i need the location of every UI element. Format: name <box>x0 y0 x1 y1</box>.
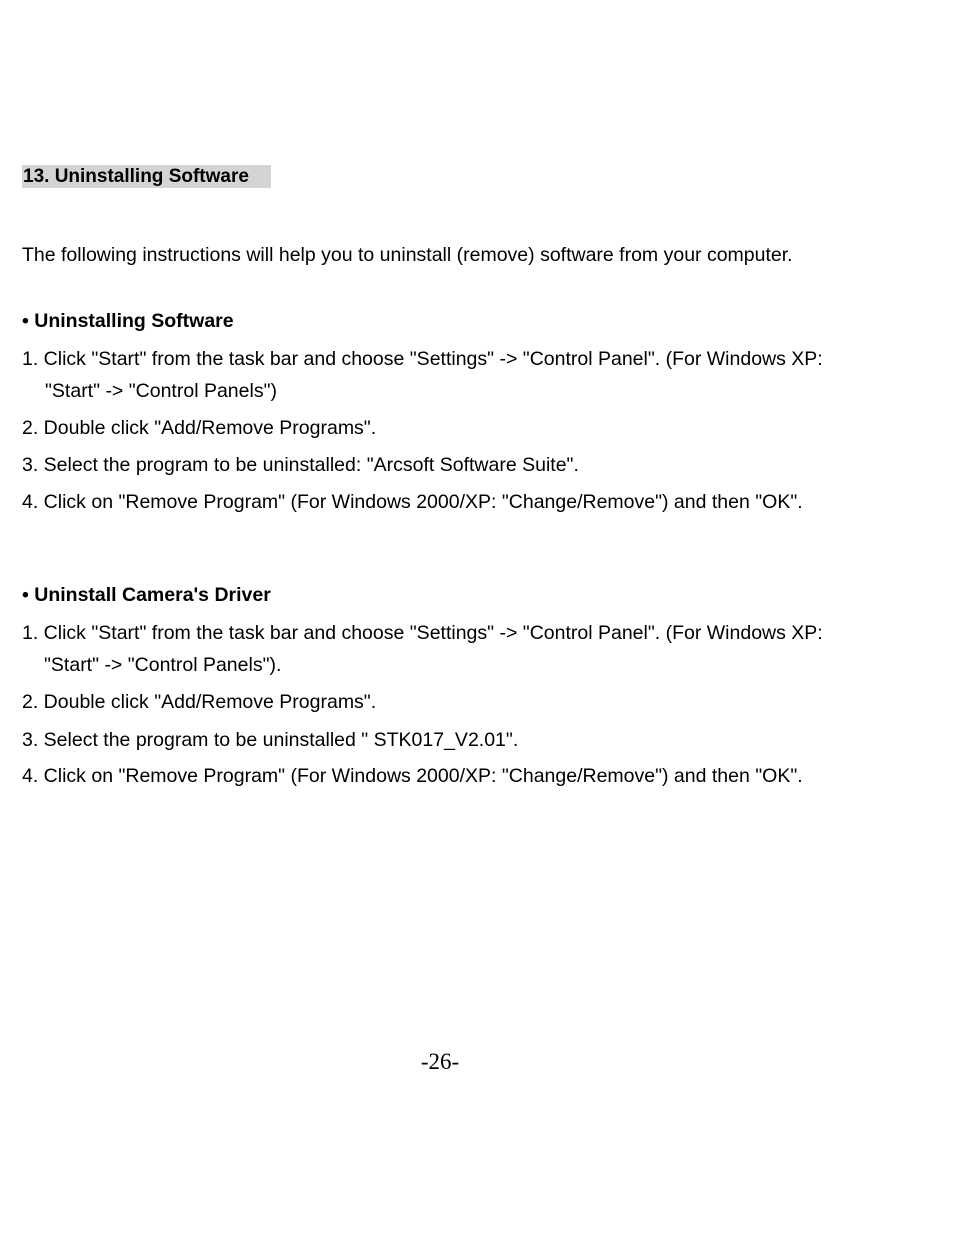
driver-step-1-continued: "Start" -> "Control Panels"). <box>44 654 282 676</box>
software-step-2: 2. Double click "Add/Remove Programs". <box>22 417 377 439</box>
software-step-4: 4. Click on "Remove Program" (For Windows 2000/XP: "Change/Remove") and then "OK". <box>22 491 803 513</box>
driver-step-4: 4. Click on "Remove Program" (For Windows 2000/XP: "Change/Remove") and then "OK". <box>22 765 803 787</box>
software-subheading: • Uninstalling Software <box>22 310 234 332</box>
page-number: -26- <box>420 1049 460 1074</box>
software-step-1: 1. Click "Start" from the task bar and choose "Settings" -> "Control Panel". (For Windows XP: <box>22 348 823 370</box>
software-step-3: 3. Select the program to be uninstalled: "Arcsoft Software Suite". <box>22 454 579 476</box>
intro-paragraph: The following instructions will help you to uninstall (remove) software from your computer. <box>22 244 793 266</box>
section-heading: 13. Uninstalling Software <box>22 165 271 188</box>
driver-subheading: • Uninstall Camera's Driver <box>22 584 271 606</box>
driver-step-3: 3. Select the program to be uninstalled " STK017_V2.01". <box>22 729 519 751</box>
driver-step-2: 2. Double click "Add/Remove Programs". <box>22 691 377 713</box>
software-step-1-continued: "Start" -> "Control Panels") <box>45 380 277 402</box>
driver-step-1: 1. Click "Start" from the task bar and choose "Settings" -> "Control Panel". (For Windows XP: <box>22 622 823 644</box>
